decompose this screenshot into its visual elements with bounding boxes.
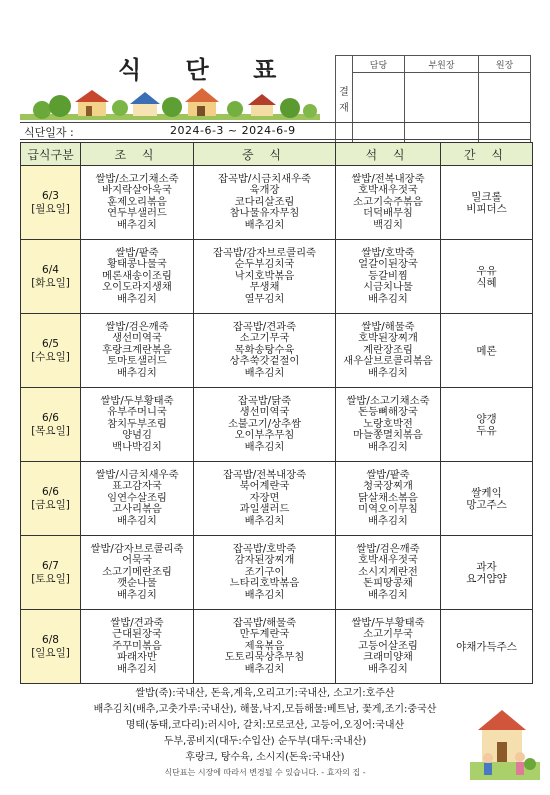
snack-item: 망고주스 (466, 498, 507, 511)
lunch-item: 잡곡밥/시금치새우죽 (218, 172, 311, 185)
table-row (21, 388, 533, 462)
day-weekday: [금요일] (31, 498, 70, 511)
table-row (21, 462, 533, 536)
header-snack: 간 식 (441, 143, 533, 166)
dinner-cell (336, 388, 441, 462)
breakfast-item: 주꾸미볶음 (112, 639, 162, 652)
lunch-cell (194, 462, 336, 536)
lunch-item: 제육볶음 (244, 639, 285, 652)
breakfast-item: 황태콩나물국 (107, 258, 167, 271)
lunch-item: 조기구이 (244, 565, 285, 578)
dinner-item: 배추김치 (368, 440, 408, 453)
origin-note: 명태(동태,코다리):러시아, 갈치:모로코산, 고등어,오징어:국내산 (125, 720, 405, 731)
village-illustration (20, 80, 320, 120)
snack-item: 두유 (476, 424, 497, 437)
snack-item: 비피더스 (466, 202, 507, 215)
lunch-item: 배추김치 (244, 514, 285, 527)
dinner-cell (336, 314, 441, 388)
breakfast-item: 파래자반 (117, 651, 157, 664)
snack-item: 과자 (476, 560, 497, 573)
breakfast-cell (81, 314, 194, 388)
lunch-item: 순두부김치국 (234, 258, 295, 271)
breakfast-cell (81, 536, 194, 610)
dinner-cell (336, 536, 441, 610)
breakfast-item: 토마토샐러드 (107, 355, 167, 368)
breakfast-item: 유부주머니국 (107, 406, 167, 419)
breakfast-item: 쌀밥/검은깨죽 (105, 320, 169, 333)
lunch-item: 생선미역국 (239, 406, 290, 419)
dinner-item: 쌀밥/팥죽 (366, 468, 410, 481)
breakfast-item: 임연수살조림 (107, 491, 167, 504)
footer-note: 식단표는 시장에 따라서 변경될 수 있습니다. - 효자의 집 - (164, 768, 366, 777)
day-weekday: [월요일] (31, 202, 70, 215)
day-cell (21, 240, 81, 314)
table-row (21, 166, 533, 240)
breakfast-item: 표고감자국 (112, 480, 162, 493)
breakfast-item: 훈제오리볶음 (107, 195, 167, 208)
snack-item: 쌀케익 (471, 486, 502, 499)
dinner-item: 쌀밥/소고기채소죽 (346, 394, 430, 407)
origin-note: 두부,콩비지(대두:수입산) 순두부(대두:국내산) (163, 736, 367, 747)
day-date: 6/7 (42, 559, 59, 572)
lunch-item: 과일샐러드 (239, 503, 290, 516)
lunch-item: 잡곡밥/전복내장죽 (222, 468, 307, 481)
approval-header-director: 원장 (479, 56, 531, 73)
dinner-item: 쌀밥/호박죽 (361, 246, 415, 259)
approval-header-staff: 담당 (353, 56, 405, 73)
dinner-item: 백김치 (373, 218, 403, 231)
breakfast-item: 어묵국 (122, 554, 152, 567)
breakfast-item: 쌀밥/두부황태죽 (100, 394, 174, 407)
lunch-item: 참나물유자무침 (229, 207, 300, 220)
dinner-item: 닭살채소볶음 (358, 491, 418, 504)
lunch-item: 육개장 (249, 184, 280, 197)
dinner-cell (336, 462, 441, 536)
lunch-item: 감자된장찌개 (234, 554, 295, 567)
menu-period (20, 122, 530, 140)
period-value: 2024-6-3 ~ 2024-6-9 (170, 124, 296, 137)
snack-cell (441, 388, 533, 462)
header-dinner: 석 식 (336, 143, 441, 166)
dinner-item: 미역오이무침 (358, 503, 418, 516)
lunch-cell (194, 314, 336, 388)
breakfast-item: 근대된장국 (112, 628, 162, 641)
lunch-item: 북어계란국 (239, 480, 290, 493)
breakfast-item: 깻순나물 (117, 577, 157, 590)
day-cell (21, 314, 81, 388)
breakfast-item: 배추김치 (117, 662, 157, 675)
breakfast-item: 쌀밥/견과죽 (110, 616, 164, 629)
day-date: 6/6 (42, 411, 59, 424)
snack-cell (441, 240, 533, 314)
breakfast-item: 양념김 (122, 429, 152, 442)
dinner-item: 새우살브로콜리볶음 (343, 355, 433, 368)
dinner-item: 소고기숙주볶음 (353, 195, 423, 208)
dinner-item: 배추김치 (368, 588, 408, 601)
lunch-item: 무생채 (249, 281, 280, 294)
lunch-cell (194, 388, 336, 462)
snack-item: 양갱 (476, 412, 497, 425)
breakfast-item: 오이도라지생채 (102, 281, 172, 294)
dinner-item: 쌀밥/해물죽 (361, 320, 415, 333)
dinner-item: 더덕배무침 (363, 207, 413, 220)
breakfast-item: 배추김치 (117, 588, 157, 601)
day-date: 6/4 (42, 263, 59, 276)
lunch-item: 느타리호박볶음 (229, 577, 300, 590)
dinner-item: 호박새우젓국 (358, 554, 418, 567)
lunch-item: 소고기무국 (239, 332, 290, 345)
day-cell (21, 166, 81, 240)
breakfast-cell (81, 166, 194, 240)
lunch-item: 배추김치 (244, 440, 285, 453)
lunch-item: 상추쑥갓겉절이 (229, 355, 300, 368)
breakfast-cell (81, 462, 194, 536)
dinner-item: 노랑호박전 (363, 417, 413, 430)
dinner-cell (336, 240, 441, 314)
lunch-item: 열무김치 (244, 292, 285, 305)
dinner-item: 돈등뼈해장국 (358, 406, 418, 419)
lunch-item: 배추김치 (244, 662, 285, 675)
breakfast-cell (81, 388, 194, 462)
breakfast-item: 배추김치 (117, 366, 157, 379)
lunch-item: 도토리묵상추무침 (224, 651, 305, 664)
header-lunch: 중 식 (194, 143, 336, 166)
dinner-item: 청국장찌개 (363, 480, 413, 493)
family-house-illustration (470, 700, 540, 780)
table-row (21, 240, 533, 314)
lunch-item: 소불고기/상추쌈 (227, 417, 302, 430)
breakfast-item: 바지락살아욱국 (102, 184, 172, 197)
day-weekday: [토요일] (31, 572, 70, 585)
approval-header-vice-director: 부원장 (404, 56, 478, 73)
dinner-item: 배추김치 (368, 366, 408, 379)
table-row (21, 536, 533, 610)
snack-cell (441, 536, 533, 610)
lunch-item: 잡곡밥/호박죽 (232, 542, 297, 555)
breakfast-item: 쌀밥/소고기채소죽 (95, 172, 179, 185)
dinner-item: 계란장조림 (363, 343, 413, 356)
breakfast-item: 쌀밥/팥죽 (115, 246, 159, 259)
snack-cell (441, 314, 533, 388)
table-row (21, 610, 533, 684)
lunch-item: 잡곡밥/감자브로콜리죽 (213, 246, 316, 259)
day-weekday: [일요일] (31, 646, 70, 659)
meal-table (20, 142, 533, 684)
dinner-cell (336, 610, 441, 684)
dinner-item: 호박된장찌개 (358, 332, 418, 345)
breakfast-item: 백나박김치 (112, 440, 162, 453)
dinner-item: 배추김치 (368, 292, 408, 305)
dinner-item: 얼갈이된장국 (358, 258, 418, 271)
dinner-item: 고등어살조림 (358, 639, 418, 652)
period-label: 식단일자 : (24, 126, 74, 139)
origin-notes (60, 686, 470, 780)
header-breakfast: 조 식 (81, 143, 194, 166)
lunch-item: 코다리살조림 (234, 195, 295, 208)
lunch-item: 배추김치 (244, 218, 285, 231)
snack-cell (441, 462, 533, 536)
dinner-item: 소시지계란전 (358, 565, 418, 578)
day-date: 6/6 (42, 485, 59, 498)
lunch-item: 배추김치 (244, 588, 285, 601)
day-cell (21, 536, 81, 610)
dinner-item: 배추김치 (368, 514, 408, 527)
snack-item: 요거얌얌 (466, 572, 507, 585)
lunch-item: 낙지호박볶음 (234, 269, 295, 282)
lunch-cell (194, 166, 336, 240)
lunch-cell (194, 610, 336, 684)
day-weekday: [화요일] (31, 276, 70, 289)
dinner-item: 배추김치 (368, 662, 408, 675)
day-date: 6/5 (42, 337, 59, 350)
day-cell (21, 610, 81, 684)
lunch-item: 잡곡밥/해물죽 (232, 616, 297, 629)
lunch-item: 오이부추무침 (234, 429, 295, 442)
day-date: 6/8 (42, 633, 59, 646)
lunch-item: 배추김치 (244, 366, 285, 379)
dinner-item: 쌀밥/검은깨죽 (356, 542, 420, 555)
breakfast-item: 쌀밥/시금치새우죽 (95, 468, 179, 481)
breakfast-item: 참치두부조림 (107, 417, 167, 430)
lunch-cell (194, 240, 336, 314)
breakfast-item: 배추김치 (117, 292, 157, 305)
lunch-item: 잡곡밥/닭죽 (237, 394, 292, 407)
dinner-item: 시금치나물 (363, 281, 413, 294)
dinner-item: 마늘쫑멸치볶음 (353, 429, 423, 442)
snack-cell (441, 610, 533, 684)
dinner-item: 호박새우젓국 (358, 184, 418, 197)
breakfast-cell (81, 610, 194, 684)
lunch-cell (194, 536, 336, 610)
lunch-item: 목화송탕수육 (234, 343, 295, 356)
day-weekday: [수요일] (31, 350, 70, 363)
dinner-item: 크래미양채 (363, 651, 413, 664)
dinner-item: 쌀밥/전복내장죽 (351, 172, 425, 185)
day-weekday: [목요일] (31, 424, 70, 437)
snack-item: 밀크롤 (471, 190, 502, 203)
origin-note: 배추김치(배추,고춧가루:국내산), 해물,낙지,모듬해물:베트남, 꽃게,조기:중국산 (93, 704, 437, 715)
lunch-item: 잡곡밥/견과죽 (232, 320, 297, 333)
table-header-row (21, 143, 533, 166)
page-title: 식 단 표 (118, 56, 295, 84)
dinner-item: 돈피땅콩채 (363, 577, 413, 590)
snack-item: 메론 (476, 344, 497, 357)
day-cell (21, 462, 81, 536)
approval-label: 결재 (336, 56, 353, 147)
breakfast-item: 고사리볶음 (112, 503, 162, 516)
lunch-item: 만두계란국 (239, 628, 290, 641)
snack-cell (441, 166, 533, 240)
dinner-item: 쌀밥/두부황태죽 (351, 616, 425, 629)
origin-note: 쌀밥(죽):국내산, 돈육,계육,오리고기:국내산, 소고기:호주산 (135, 688, 395, 699)
table-row (21, 314, 533, 388)
snack-item: 야채가득주스 (456, 640, 517, 653)
breakfast-item: 연두부샐러드 (107, 207, 167, 220)
breakfast-item: 소고기메란조림 (102, 565, 172, 578)
dinner-item: 소고기무국 (363, 628, 413, 641)
breakfast-item: 배추김치 (117, 514, 157, 527)
breakfast-item: 메론새송이조림 (102, 269, 172, 282)
dinner-cell (336, 166, 441, 240)
dinner-item: 등갈비찜 (368, 269, 408, 282)
breakfast-item: 쌀밥/감자브로콜리죽 (90, 542, 184, 555)
day-date: 6/3 (42, 189, 59, 202)
breakfast-item: 후랑크계란볶음 (102, 343, 172, 356)
day-cell (21, 388, 81, 462)
breakfast-item: 생선미역국 (112, 332, 162, 345)
lunch-item: 자장면 (249, 491, 280, 504)
snack-item: 식혜 (476, 276, 497, 289)
header-category: 급식구분 (21, 143, 81, 166)
breakfast-cell (81, 240, 194, 314)
breakfast-item: 배추김치 (117, 218, 157, 231)
snack-item: 우유 (476, 264, 497, 277)
origin-note: 후랑크, 탕수육, 소시지(돈육:국내산) (185, 752, 345, 763)
